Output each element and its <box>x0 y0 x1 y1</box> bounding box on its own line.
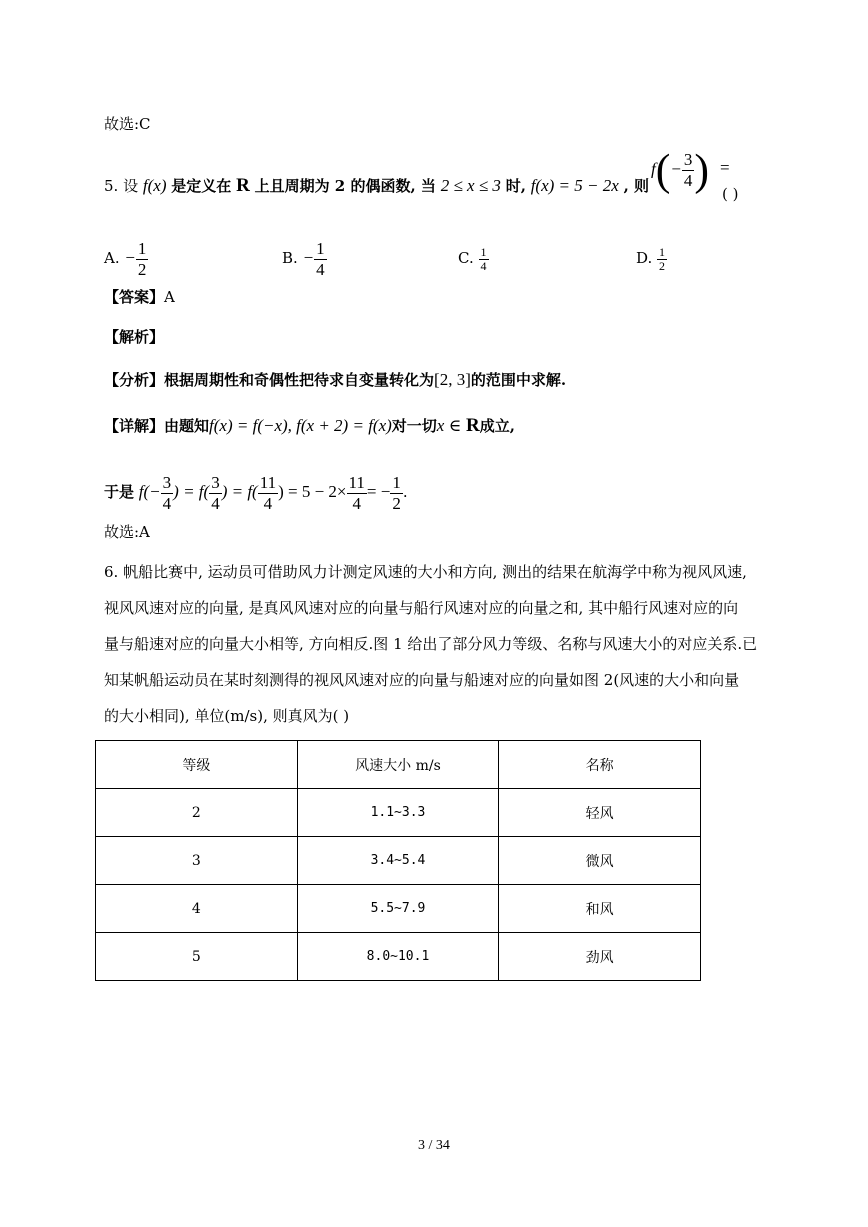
math-real-set: R <box>236 175 250 196</box>
option-fraction: $\frac{1}{2}$ <box>659 244 666 273</box>
option-b <box>282 224 327 279</box>
math-formula: f(x) = 5 − 2x <box>530 176 619 195</box>
option-c <box>458 228 489 273</box>
stem-line: 量与船速对应的向量大小相等, 方向相反.图 1 给出了部分风力等级、名称与风速大小的对应关系.已 <box>104 635 758 653</box>
table-header: 名称 <box>499 741 701 789</box>
table-row <box>96 837 701 885</box>
answer-tag: 【答案】 <box>104 288 165 306</box>
analysis-tag: 【解析】 <box>104 328 165 346</box>
fenxi-line: 【分析】根据周期性和奇偶性把待求自变量转化为[2, 3]的范围中求解. <box>104 370 567 389</box>
table-cell: 和风 <box>499 885 701 933</box>
stem-text: 上且周期为 2 的偶函数, 当 <box>254 177 436 195</box>
option-fraction: $\frac{1}{4}$ <box>316 238 325 279</box>
stem-line: 视风风速对应的向量, 是真风风速对应的向量与船行风速对应的向量之和, 其中船行风速对应的向 <box>104 599 739 617</box>
page-number: 3 / 34 <box>418 1138 450 1153</box>
table-cell: 微风 <box>499 837 701 885</box>
stem-text: 是定义在 <box>171 177 232 195</box>
stem-text: 设 <box>123 177 139 195</box>
option-label: C. <box>458 249 474 267</box>
math-interval: [2, 3] <box>434 370 471 389</box>
answer-blank: ( ) <box>722 185 739 203</box>
table-cell: 劲风 <box>499 933 701 981</box>
table-header: 等级 <box>96 741 298 789</box>
answer-line <box>104 287 175 307</box>
option-label: D. <box>636 249 653 267</box>
stem-line: 6. 帆船比赛中, 运动员可借助风力计测定风速的大小和方向, 测出的结果在航海学中称为视风风速, <box>104 563 747 581</box>
table-cell: 轻风 <box>499 789 701 837</box>
table-cell: 5.5~7.9 <box>297 885 499 933</box>
option-a <box>104 224 148 279</box>
xiangjie-line: 【详解】由题知f(x) = f(−x), f(x + 2) = f(x)对一切x ∈ R成立, <box>104 415 515 436</box>
table-cell: 3.4~5.4 <box>297 837 499 885</box>
math-equals: = <box>720 158 730 177</box>
xiangjie-tag: 【详解】 <box>104 417 165 435</box>
wind-scale-table <box>95 740 701 981</box>
math-sign: − <box>670 159 682 179</box>
table-cell: 4 <box>96 885 298 933</box>
table-cell: 1.1~3.3 <box>297 789 499 837</box>
fraction-denominator: 4 <box>683 171 693 190</box>
table-header-row <box>96 741 701 789</box>
fraction-numerator: 3 <box>683 150 693 169</box>
fenxi-tag: 【分析】 <box>104 371 165 389</box>
option-fraction: $\frac{1}{4}$ <box>480 244 487 273</box>
math-condition: 2 ≤ x ≤ 3 <box>440 176 501 195</box>
table-row <box>96 789 701 837</box>
question-5-target: f(− $\frac{3}{4}$ ) <box>651 145 710 195</box>
table-cell: 8.0~10.1 <box>297 933 499 981</box>
stem-text: , 则 <box>623 177 650 195</box>
stem-line: 的大小相同), 单位(m/s), 则真风为( ) <box>104 707 350 725</box>
question-5-stem <box>104 176 649 196</box>
option-d <box>636 232 667 273</box>
question-6-stem <box>104 554 764 734</box>
math-real-set: R <box>465 415 480 436</box>
option-label: A. <box>104 249 120 267</box>
stem-line: 知某帆船运动员在某时刻测得的视风风速对应的向量与船速对应的向量如图 2(风速的大小和向量 <box>104 671 740 689</box>
option-sign: − <box>302 248 315 267</box>
derivation-line: 于是 f(− $\frac{3}{4}$ ) = f( $\frac{3}{4}$ ) = f( $\frac{11}{4}$ ) = 5 − 2× $\frac{11}{4}$ = − $\frac{1}{2}$ . <box>104 472 408 513</box>
math-fx: f(x) <box>142 176 167 195</box>
table-row <box>96 933 701 981</box>
option-fraction: $\frac{1}{2}$ <box>137 238 147 279</box>
option-label: B. <box>282 249 298 267</box>
stem-text: 时, <box>505 177 526 195</box>
answer-value: A <box>164 288 175 306</box>
table-row <box>96 885 701 933</box>
table-cell: 2 <box>96 789 298 837</box>
table-cell: 5 <box>96 933 298 981</box>
table-header: 风速大小 m/s <box>297 741 499 789</box>
choose-answer: 故选:A <box>104 523 150 541</box>
option-sign: − <box>124 248 136 267</box>
math-formula: f(x) = f(−x), f(x + 2) = f(x) <box>209 416 392 435</box>
question-number: 5. <box>104 177 119 195</box>
table-cell: 3 <box>96 837 298 885</box>
fraction <box>682 150 695 191</box>
math-f: f <box>651 159 656 179</box>
previous-answer: 故选:C <box>104 115 151 133</box>
